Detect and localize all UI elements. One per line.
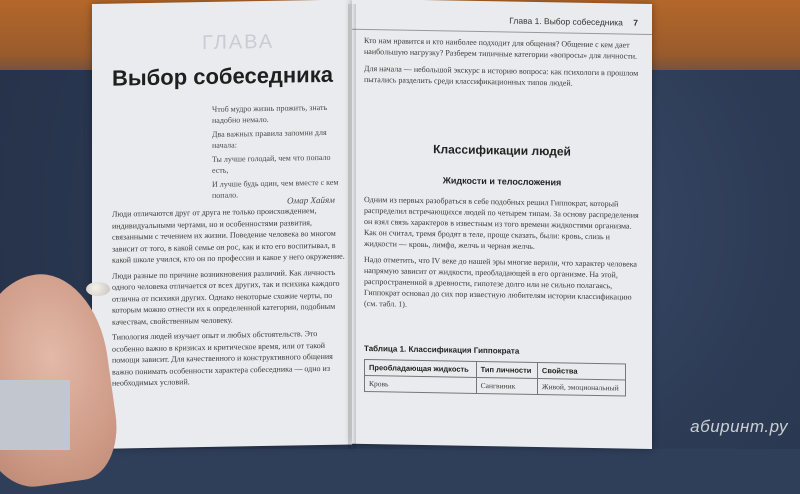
subsection-heading: Жидкости и телосложения bbox=[442, 175, 562, 188]
right-body-text bbox=[364, 194, 639, 319]
paragraph: Надо отметить, что IV веке до нашей эры многие верили, что характер человека напрямую зависит от жидкости, преобладающей в его организме. На этой, распространенной в древности, гипотезе долго или не сильно полагаясь, Гиппократ основал до сих пор известную любителям истории классификацию (см. табл. 1). bbox=[364, 254, 637, 309]
table-header-cell: Преобладающая жидкость bbox=[365, 359, 477, 377]
running-head-title: Глава 1. Выбор собеседника bbox=[509, 15, 623, 28]
epigraph-line: Чтоб мудро жизнь прожить, знать надобно немало. bbox=[212, 102, 328, 125]
right-page bbox=[352, 0, 652, 449]
page-number: 7 bbox=[633, 17, 638, 28]
open-book bbox=[92, 4, 652, 449]
table-cell: Живой, эмоциональный bbox=[537, 379, 625, 397]
sleeve bbox=[0, 380, 70, 450]
left-page bbox=[92, 0, 352, 449]
table-header-cell: Свойства bbox=[537, 363, 625, 381]
table-caption: Таблица 1. Классификация Гиппократа bbox=[364, 343, 520, 356]
table-header-cell: Тип личности bbox=[476, 361, 537, 378]
paragraph: Люди разные по причине возникновения различий. Как личность одного человека отличается от всех других, так и психика каждого отлична от психики других. Однако некоторые схожие черты, по которым можно отнести их к определенной категории, подобным качествам, свойственным человеку. bbox=[112, 267, 340, 327]
paragraph: Для начала — небольшой экскурс в историю вопроса: как психологи в прошлом пытались разделить среди классификационных типов людей. bbox=[364, 63, 639, 88]
epigraph-author: Омар Хайям bbox=[287, 194, 335, 206]
epigraph bbox=[212, 102, 347, 204]
paragraph: Люди отличаются друг от друга не только происхождением, индивидуальными чертами, но и особенностями развития, связанными с течением их жизни. Поведение человека во многом зависит от того, в какой семье он рос, как и кто его воспитывал, в какой школе учился, кто он по профессии и какое у него окружение. bbox=[112, 206, 345, 265]
classification-table bbox=[364, 359, 626, 397]
book-gutter bbox=[348, 4, 356, 449]
table-cell: Кровь bbox=[365, 375, 477, 393]
left-body-text bbox=[112, 205, 347, 394]
epigraph-line: Два важных правила запомни для начала: bbox=[212, 127, 327, 150]
fingernail bbox=[86, 282, 110, 296]
paragraph: Кто нам нравится и кто наиболее подходит для общения? Общение с кем дает наибольшую нагрузку? Разберем типичные категории «вопросы» для личности. bbox=[364, 35, 637, 61]
table-row bbox=[365, 375, 626, 396]
table-cell: Сангвиник bbox=[476, 377, 537, 394]
ghost-heading: ГЛАВА bbox=[202, 30, 275, 55]
chapter-title: Выбор собеседника bbox=[112, 61, 333, 91]
running-head bbox=[509, 16, 638, 28]
right-intro-text bbox=[364, 35, 639, 96]
paragraph: Типология людей изучает опыт и любых обстоятельств. Это особенно важно в кризисах и критическое время, или от такой помощи зависит. Для качественного и конструктивного общения важно понимать особенности характера собеседника — одно из необходимых условий. bbox=[112, 329, 333, 388]
header-rule bbox=[352, 29, 652, 35]
epigraph-line: И лучше будь один, чем вместе с кем попало. bbox=[212, 177, 339, 200]
epigraph-line: Ты лучше голодай, чем что попало есть, bbox=[212, 152, 331, 175]
section-heading: Классификации людей bbox=[433, 142, 571, 159]
paragraph: Одним из первых разобраться в себе подобных решил Гиппократ, который распределил встречающихся людей по четырем типам. За основу распределения он взял связь характеров в известным из того времени жидкостями организма. Как он считал, тремя бродят в теле, проще сказать, были: кровь, слизь и жидкости — кровь, лимфа, желчь и черная желчь. bbox=[364, 194, 639, 251]
watermark-logo: абирuнт.ру bbox=[690, 417, 788, 436]
